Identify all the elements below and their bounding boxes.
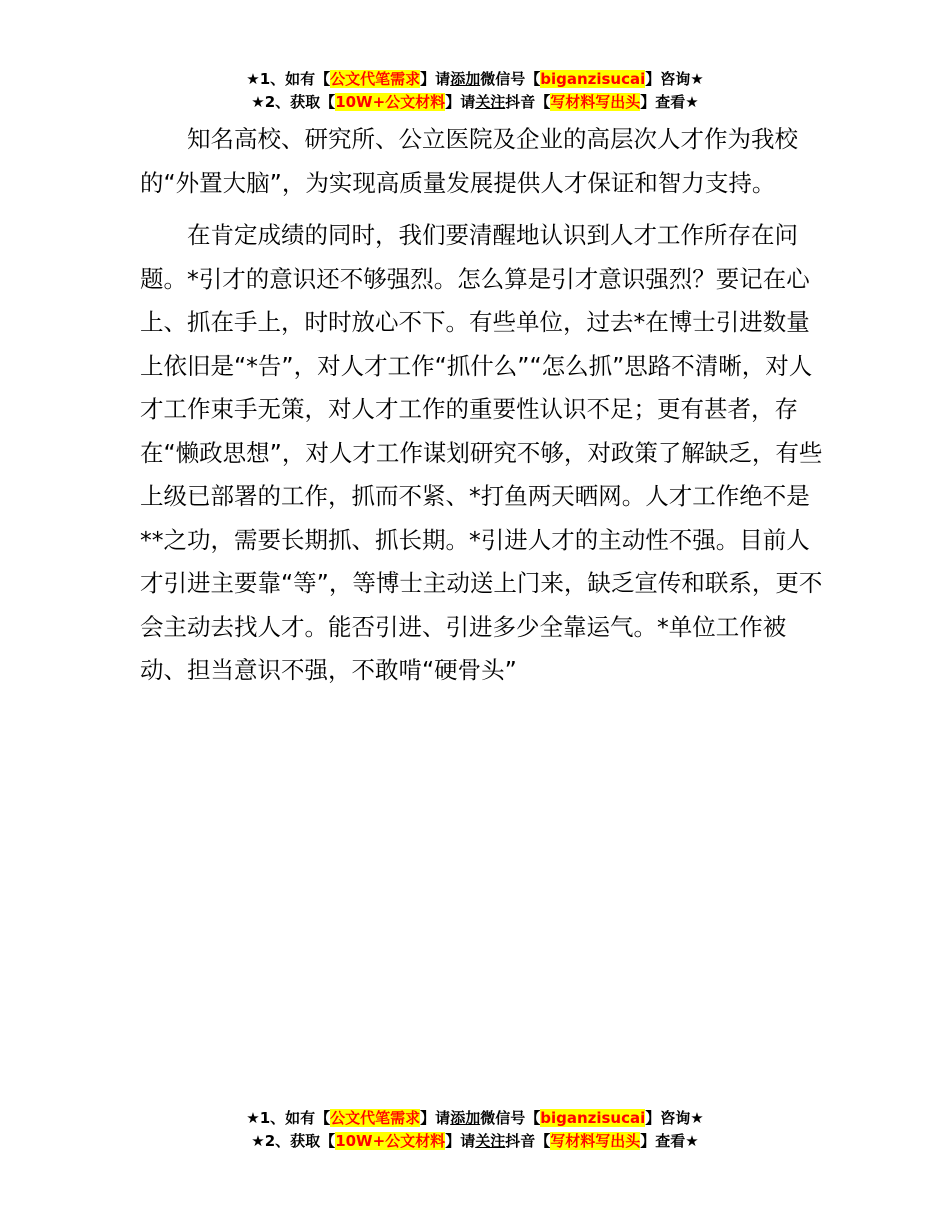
banner-text: 抖音【 <box>505 1132 551 1150</box>
banner-highlight-materials: 10W+公文材料 <box>335 1132 446 1150</box>
banner-text: 】请 <box>445 1132 476 1150</box>
header-banner <box>0 68 950 114</box>
banner-text: 】咨询★ <box>645 70 704 88</box>
banner-line-materials <box>0 91 950 114</box>
banner-text: ★2、获取【 <box>251 1132 336 1150</box>
banner-text: 】查看★ <box>640 1132 699 1150</box>
footer-banner <box>0 1107 950 1153</box>
banner-text: ★1、如有【 <box>246 1109 331 1127</box>
banner-text: 】请 <box>420 1109 451 1127</box>
banner-highlight-wechat-id: biganzisucai <box>540 1109 646 1127</box>
banner-text: 抖音【 <box>505 93 551 111</box>
banner-highlight-service: 公文代笔需求 <box>330 1109 421 1127</box>
banner-underlined-follow: 关注 <box>475 93 506 111</box>
banner-line-materials <box>0 1130 950 1153</box>
banner-underlined-add: 添加 <box>450 70 481 88</box>
banner-underlined-add: 添加 <box>450 1109 481 1127</box>
banner-highlight-materials: 10W+公文材料 <box>335 93 446 111</box>
banner-line-consult <box>0 1107 950 1130</box>
banner-text: 】请 <box>445 93 476 111</box>
banner-line-consult <box>0 68 950 91</box>
document-body <box>140 118 830 693</box>
banner-text: 】查看★ <box>640 93 699 111</box>
banner-text: 微信号【 <box>480 70 541 88</box>
banner-highlight-douyin-account: 写材料写出头 <box>550 93 641 111</box>
body-paragraph: 知名高校、研究所、公立医院及企业的高层次人才作为我校的“外置大脑”，为实现高质量发展提供人才保证和智力支持。 <box>140 125 798 197</box>
body-paragraph: 在肯定成绩的同时，我们要清醒地认识到人才工作所存在问题。*引才的意识还不够强烈。怎么算是引才意识强烈？要记在心上、抓在手上，时时放心不下。有些单位，过去*在博士引进数量上依旧是“*告”，对人才工作“抓什么”“怎么抓”思路不清晰，对人才工作束手无策，对人才工作的重要性认识不足；更有甚者，存在“懒政思想”，对人才工作谋划研究不够，对政策了解缺乏，有些上级已部署的工作，抓而不紧、*打鱼两天晒网。人才工作绝不是**之功，需要长期抓、抓长期。*引进人才的主动性不强。目前人才引进主要靠“等”，等博士主动送上门来，缺乏宣传和联系，更不会主动去找人才。能否引进、引进多少全靠运气。*单位工作被动、担当意识不强，不敢啃“硬骨头” <box>140 221 823 684</box>
banner-highlight-wechat-id: biganzisucai <box>540 70 646 88</box>
banner-highlight-douyin-account: 写材料写出头 <box>550 1132 641 1150</box>
banner-highlight-service: 公文代笔需求 <box>330 70 421 88</box>
banner-text: ★1、如有【 <box>246 70 331 88</box>
banner-text: 】咨询★ <box>645 1109 704 1127</box>
banner-text: 微信号【 <box>480 1109 541 1127</box>
banner-text: 】请 <box>420 70 451 88</box>
banner-text: ★2、获取【 <box>251 93 336 111</box>
banner-underlined-follow: 关注 <box>475 1132 506 1150</box>
